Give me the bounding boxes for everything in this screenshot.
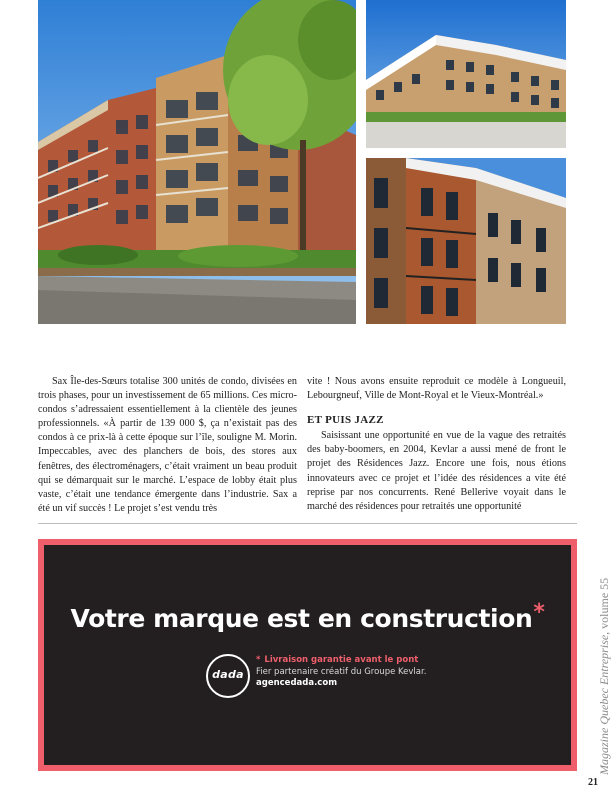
article-paragraph: vite ! Nous avons ensuite reproduit ce modèle à Longueuil, Lebourgneuf, Ville de Mont-Royal et le Vieux-Montréal.»	[307, 376, 566, 402]
ad-headline-text: Votre marque est en construction	[70, 604, 533, 633]
ad-tagline-asterisk: *	[256, 655, 261, 665]
ad-headline	[44, 600, 571, 633]
logo-text: dada	[212, 668, 244, 681]
ad-tagline-text: Livraison garantie avant le pont	[264, 655, 419, 665]
article-paragraph: Saisissant une opportunité en vue de la vague des retraités des baby-boomers, en 2004, Kevlar a aussi mené de front le projet des Résidences Jazz. Encore une fois, nous étions innovateurs avec ce projet et l’idée des résidences a vite été reprise par nos concurrents. René Bellerive voyait dans le marché des résidences pour retraités une opportunité	[307, 430, 566, 512]
photo-residence-facade	[366, 158, 566, 324]
ad-panel	[44, 545, 571, 765]
article-subheading: ET PUIS JAZZ	[307, 414, 384, 427]
photo-condo-building	[38, 0, 356, 324]
publication-caption	[597, 578, 612, 775]
ad-headline-asterisk: *	[533, 600, 545, 625]
article-paragraph: Sax Île-des-Sœurs totalise 300 unités de condo, divisées en trois phases, pour un investissement de 65 millions. Ces micro-condos s’adressaient essentiellement à la clientèle des jeunes professionnels. «À partir de 139 000 $, ça n’existait pas des condos à ce prix-là à cette époque sur l’île, souligne M. Morin. Impeccables, avec des planchers de bois, des stores aux fenêtres, des électroménagers, c’était vraiment un beau produit qui se démarquait sur le marché. L’espace de lobby était plus vaste, c’était une tendance émergente dans l’industrie. Sax a été un vif succès ! Le projet s’est vendu très	[38, 376, 297, 514]
ad-tagline	[256, 655, 426, 667]
divider	[38, 523, 577, 524]
article-column-right	[307, 375, 566, 514]
publication-volume: , volume 55	[597, 577, 611, 635]
ad-website-link[interactable]: agencedada.com	[256, 678, 338, 688]
photo-residence-exterior	[366, 0, 566, 148]
advertisement[interactable]	[38, 539, 577, 771]
dada-logo	[206, 654, 250, 698]
ad-partner-text: Fier partenaire créatif du Groupe Kevlar.	[256, 666, 427, 677]
ad-info	[256, 655, 426, 690]
page-number: 21	[588, 777, 598, 788]
article-column-left	[38, 375, 297, 516]
publication-name: Magazine Quebec Entreprise	[597, 634, 611, 775]
